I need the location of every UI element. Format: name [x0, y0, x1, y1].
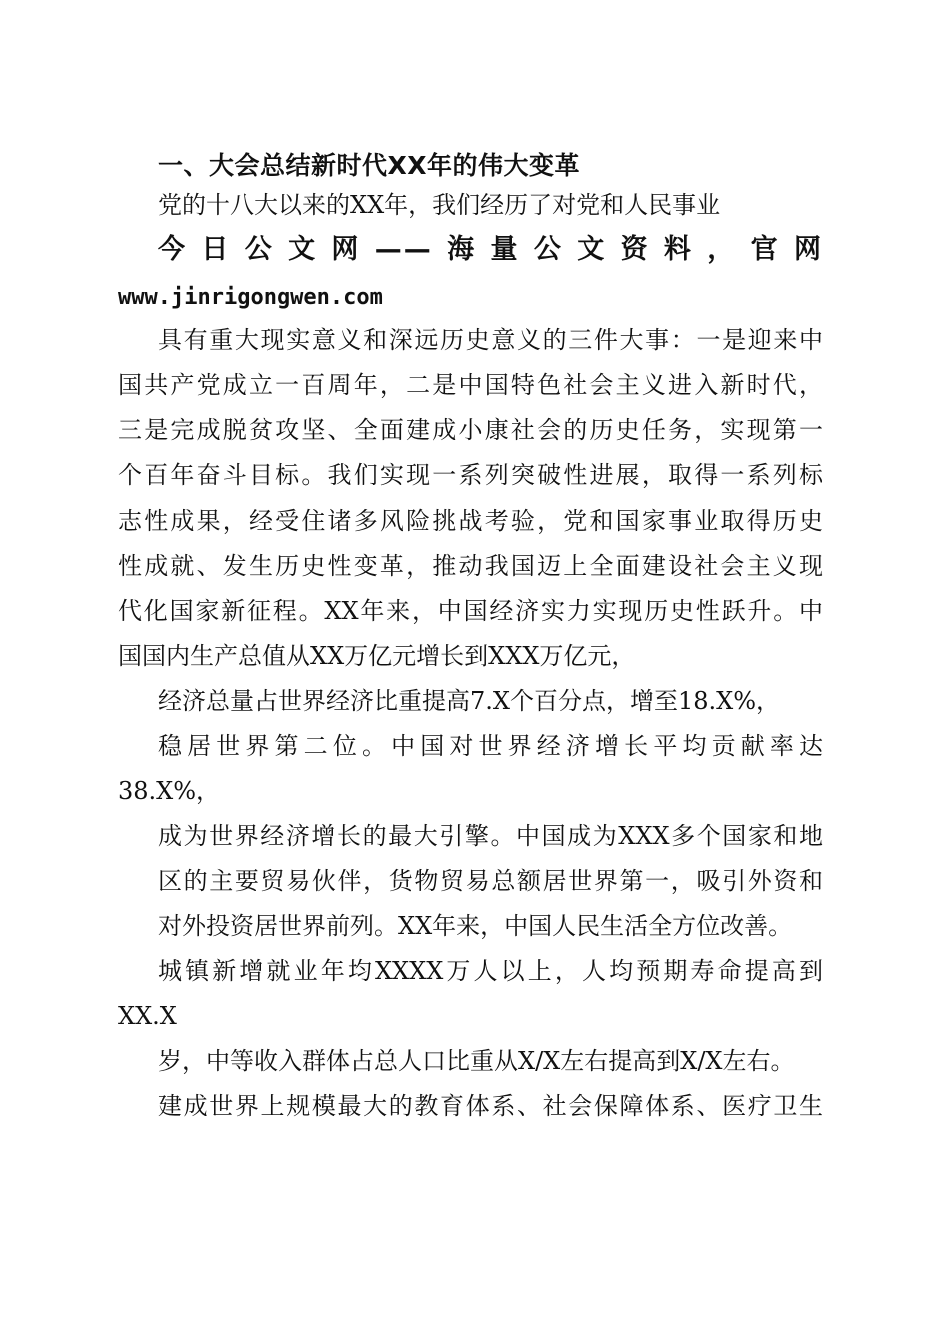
paragraph-line: 38.X%，	[118, 777, 221, 805]
paragraph-line: 党的十八大以来的XX年，我们经历了对党和人民事业	[158, 191, 721, 219]
paragraph-line: 国国内生产总值从XX万亿元增长到XXX万亿元，	[118, 642, 636, 670]
paragraph-line: 国共产党成立一百周年，二是中国特色社会主义进入新时代，	[118, 371, 823, 399]
paragraph-line: 具有重大现实意义和深远历史意义的三件大事：一是迎来中	[158, 326, 823, 354]
watermark-url: www.jinrigongwen.com	[118, 285, 383, 310]
watermark-title: 今日公文网——海量公文资料，官网	[158, 234, 823, 265]
paragraph-line: 区的主要贸易伙伴，货物贸易总额居世界第一，吸引外资和	[158, 867, 823, 895]
paragraph-line: 经济总量占世界经济比重提高7.X个百分点，增至18.X%，	[158, 687, 781, 715]
paragraph-line: 代化国家新征程。XX年来，中国经济实力实现历史性跃升。中	[118, 597, 823, 625]
paragraph-line: 城镇新增就业年均XXXX万人以上，人均预期寿命提高到	[158, 957, 823, 985]
section-heading: 一、大会总结新时代XX年的伟大变革	[158, 151, 581, 180]
paragraph-line: 三是完成脱贫攻坚、全面建成小康社会的历史任务，实现第一	[118, 416, 823, 444]
paragraph-line: 成为世界经济增长的最大引擎。中国成为XXX多个国家和地	[158, 822, 823, 850]
paragraph-line: 建成世界上规模最大的教育体系、社会保障体系、医疗卫生	[158, 1092, 823, 1120]
paragraph-line: 岁，中等收入群体占总人口比重从X/X左右提高到X/X左右。	[158, 1047, 795, 1075]
paragraph-line: XX.X	[118, 1002, 177, 1030]
paragraph-line: 对外投资居世界前列。XX年来，中国人民生活全方位改善。	[158, 912, 793, 940]
paragraph-line: 性成就、发生历史性变革，推动我国迈上全面建设社会主义现	[118, 552, 823, 580]
paragraph-line: 志性成果，经受住诸多风险挑战考验，党和国家事业取得历史	[118, 507, 823, 535]
paragraph-line: 个百年奋斗目标。我们实现一系列突破性进展，取得一系列标	[118, 461, 823, 489]
paragraph-line: 稳居世界第二位。中国对世界经济增长平均贡献率达	[158, 732, 823, 760]
